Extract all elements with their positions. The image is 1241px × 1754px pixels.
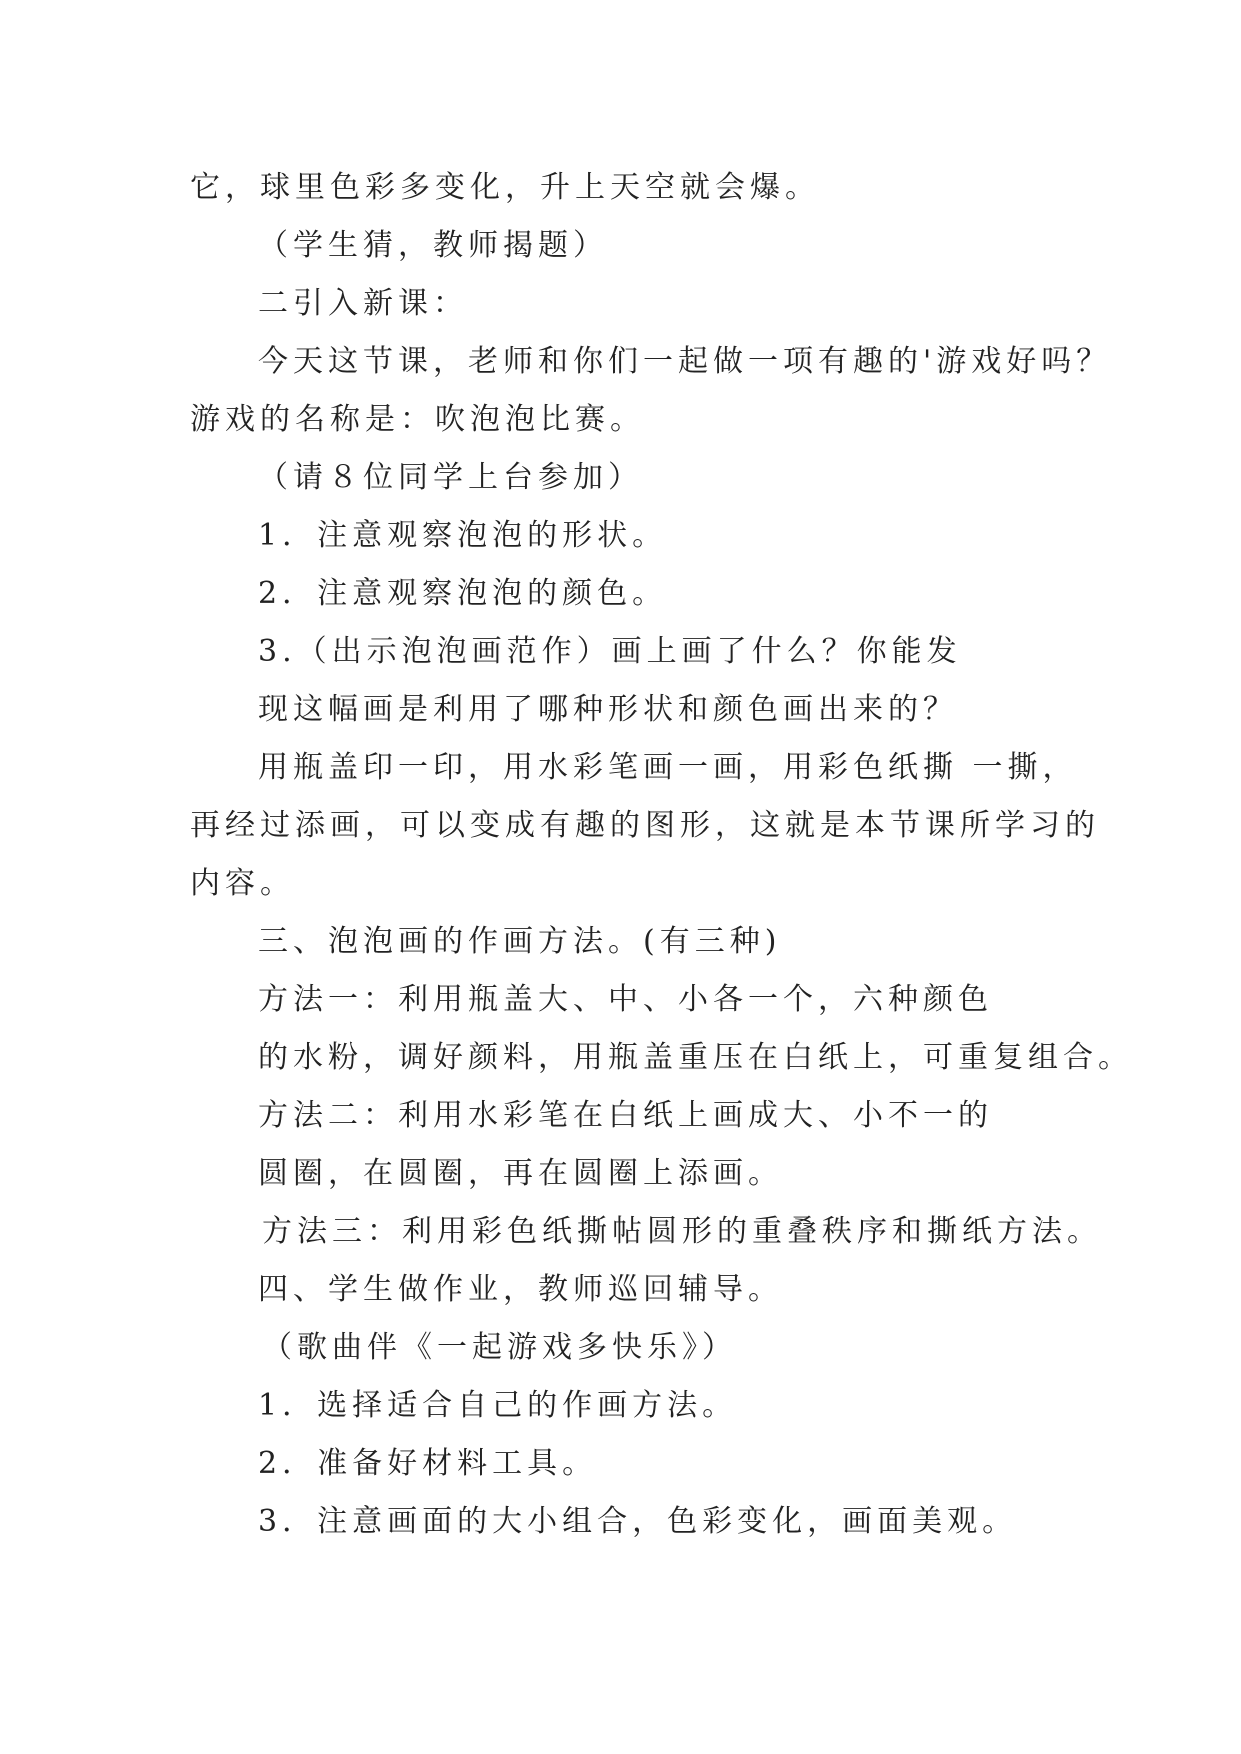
text-line-11: 用瓶盖印一印，用水彩笔画一画，用彩色纸撕 一撕， (258, 750, 1078, 785)
text-line-13: 内容。 (190, 866, 295, 901)
list-item-3: 3.（出示泡泡画范作）画上画了什么？你能发 (258, 634, 962, 669)
text-line-6: （请８位同学上台参加） (258, 460, 643, 495)
text-line-10: 现这幅画是利用了哪种形状和颜色画出来的？ (258, 692, 958, 727)
list-item-6: 3．注意画面的大小组合，色彩变化，画面美观。 (258, 1504, 1018, 1539)
list-item-1: 1．注意观察泡泡的形状。 (258, 518, 668, 553)
method-1-line-1: 方法一：利用瓶盖大、中、小各一个，六种颜色 (258, 982, 993, 1017)
section-heading-2: 二引入新课： (258, 286, 468, 321)
text-line-5: 游戏的名称是：吹泡泡比赛。 (190, 402, 645, 437)
text-line-12: 再经过添画，可以变成有趣的图形，这就是本节课所学习的 (190, 808, 1100, 843)
method-2-line-2: 圆圈，在圆圈，再在圆圈上添画。 (258, 1156, 783, 1191)
list-item-5: 2．准备好材料工具。 (258, 1446, 598, 1481)
section-heading-3: 三、泡泡画的作画方法。(有三种) (258, 924, 782, 959)
method-2-line-1: 方法二：利用水彩笔在白纸上画成大、小不一的 (258, 1098, 993, 1133)
section-heading-4: 四、学生做作业，教师巡回辅导。 (258, 1272, 783, 1307)
method-3-line: 方法三：利用彩色纸撕帖圆形的重叠秩序和撕纸方法。 (262, 1214, 1102, 1249)
list-item-4: 1．选择适合自己的作画方法。 (258, 1388, 738, 1423)
method-1-line-2: 的水粉，调好颜料，用瓶盖重压在白纸上，可重复组合。 (258, 1040, 1133, 1075)
text-line-4: 今天这节课，老师和你们一起做一项有趣的'游戏好吗？ (258, 344, 1112, 379)
text-line-21: （歌曲伴《一起游戏多快乐》） (262, 1330, 737, 1365)
list-item-2: 2．注意观察泡泡的颜色。 (258, 576, 668, 611)
text-line-1: 它，球里色彩多变化，升上天空就会爆。 (190, 170, 820, 205)
text-line-2: （学生猜，教师揭题） (258, 228, 608, 263)
